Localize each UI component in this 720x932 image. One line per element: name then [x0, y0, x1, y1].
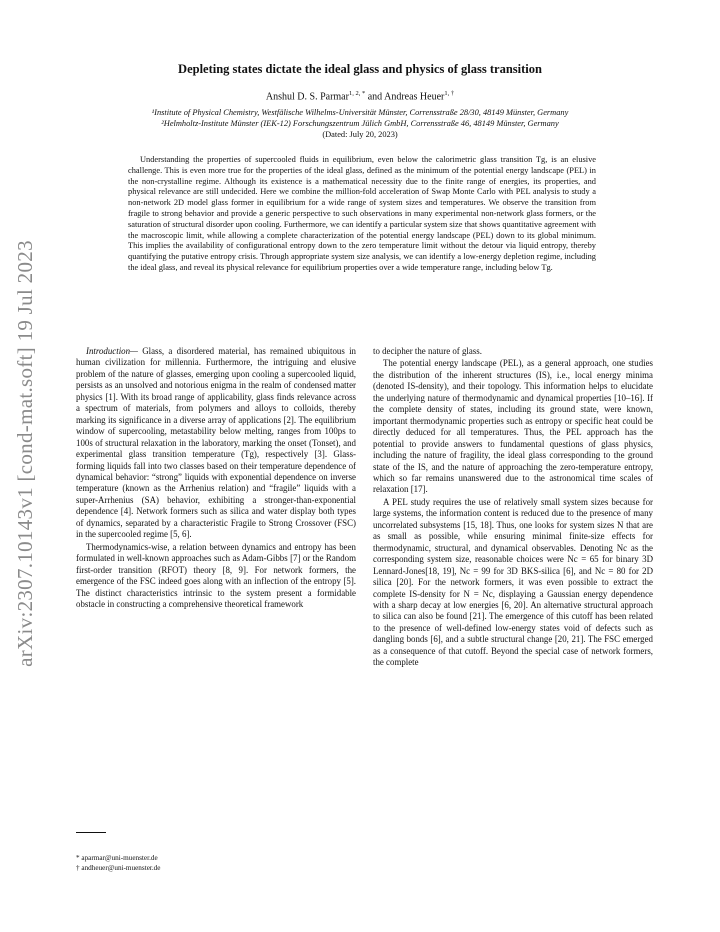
- affiliation-1: ¹Institute of Physical Chemistry, Westfälische Wilhelms-Universität Münster, Corrensstraße 28/30, 48149 Münster, Germany: [151, 108, 569, 117]
- author-1: Anshul D. S. Parmar: [265, 91, 349, 103]
- affiliations: [58, 107, 662, 140]
- intro-paragraph-2: Thermodynamics-wise, a relation between dynamics and entropy has been formulated in well-known approaches such as Adam-Gibbs [7] or the Random first-order transition (RFOT) theory [8, 9]. For network formers, the emergence of the FSC indeed goes along with an inflection of the entropy [5]. The distinct characteristics intrinsic to the system present a formidable obstacle in constructing a comprehensive theoretical framework: [76, 541, 356, 609]
- right-paragraph-2: A PEL study requires the use of relatively small system sizes because for large systems, the information content is reduced due to the presence of many uncorrelated subsystems [15, 18]. Thus, one looks for system sizes N that are as small as possible, while ensuring minimal finite-size effects for thermodynamic, structural, and dynamical observables. Denoting Nc as the corresponding system size, reasonable choices were Nc = 65 for binary 3D Lennard-Jones[18, 19], Nc = 99 for 3D BKS-silica [6], and Nc = 80 for 2D silica [20]. For the network formers, it was even possible to extract the complete IS-density for N = Nc, displaying a Gaussian energy dependence with a sharp decay at low energies [6, 20]. An alternative structural approach to silica can also be found [21]. The emergence of this cutoff has been related to the presence of well-defined low-energy states void of defects such as dangling bonds [6], and a subtle structural change [20, 21]. The FSC emerged as a consequence of that cutoff. Beyond the special case of network formers, the complete: [373, 496, 653, 668]
- author-line: [60, 90, 660, 102]
- author-conjunction: and: [365, 91, 385, 103]
- footnote-1: * aparmar@uni-muenster.de: [76, 854, 158, 862]
- date-line: (Dated: July 20, 2023): [322, 130, 398, 139]
- author-1-affil: 1, 2, *: [348, 90, 366, 97]
- footnotes: [76, 853, 356, 873]
- footnote-2: † andheuer@uni-muenster.de: [76, 864, 161, 872]
- author-2-affil: 1, †: [444, 90, 455, 97]
- right-paragraph-continuation: to decipher the nature of glass.: [373, 346, 482, 356]
- left-column: [76, 346, 356, 610]
- affiliation-2: ²Helmholtz-Institute Münster (IEK-12) Forschungszentrum Jülich GmbH, Corrensstraße 46, 48149 Münster, Germany: [161, 119, 559, 128]
- paper-title: Depleting states dictate the ideal glass and physics of glass transition: [178, 62, 542, 76]
- intro-lead: Introduction—: [86, 346, 138, 356]
- arxiv-stamp-text: arXiv:2307.10143v1 [cond-mat.soft] 19 Jul 2023: [12, 239, 37, 667]
- abstract: Understanding the properties of supercooled fluids in equilibrium, even below the calorimetric glass transition Tg, is an elusive challenge. This is even more true for the properties of the ideal glass, defined as the minimum of the potential energy landscape (PEL) in the non-crystalline regime. Although its existence is a mathematical necessity due to the finite range of energies, its properties, and physical relevance are still undecided. Here we combine the million-fold acceleration of Swap Monte Carlo with PEL analysis to study a non-network 2D model glass former in equilibrium for a wide range of system sizes and temperatures. We observe the transition from fragile to strong behavior and provide a generic perspective to such observations in many experimental non-network glass formers, or the saturation of structural disorder upon cooling. Furthermore, we can identify a particular system size that shows quantitative agreement with the macroscopic limit, while allowing a complete characterization of the potential energy landscape (PEL) down to its global minimum. This implies the availability of configurational entropy down to the zero temperature limit without the detour via liquid entropy, thereby quantifying the putative entropy crisis. Through appropriate system size analysis, we can identify a low-energy depletion regime, including the ideal glass, and reveal its physical relevance for equilibrium properties over a wide temperature range, including below Tg.: [128, 155, 596, 272]
- right-paragraph-1: The potential energy landscape (PEL), as a general approach, one studies the distribution of the inherent structures (IS), i.e., local energy minima (denoted IS-density), and their topology. This information helps to elucidate the underlying nature of thermodynamic and dynamical properties [10–16]. If the complete density of states, including its ground state, were known, important thermodynamic properties such as entropy or specific heat could be directly deduced for all temperatures. Thus, the PEL approach has the potential to provide answers to fundamental questions of glass physics, including the nature of fragility, the ideal glass corresponding to the ground state of the IS, and the nature of approaching the zero-temperature entropy, which so far remains unanswered due to the astronomical time scales of relaxation [17].: [373, 358, 653, 495]
- intro-paragraph-1-text: Glass, a disordered material, has remained ubiquitous in human civilization for millennia. Furthermore, the intriguing and elusive problem of the nature of glasses, emerging upon cooling a supercooled liquid, persists as an unsolved and notorious enigma in the realm of condensed matter physics [1]. With its broad range of applicability, glass finds relevance across a spectrum of materials, from polymers and alloys to colloids, thereby marking its significance in a diverse array of applications [2]. The equilibrium window of supercooling, metastability below melting, ranges from 100ps to 100s of structural relaxation in the laboratory, marking the onset (Tonset), and experimental glass transition temperature (Tg), respectively [3]. Glass-forming liquids fall into two classes based on their temperature dependence of dynamical behavior: “strong” liquids with exponential dependence on inverse temperature (known as the Arrhenius relation) and “fragile” liquids with a super-Arrhenius (SA) behavior, exhibiting a stronger-than-exponential dependence [4]. Network formers such as silica and water display both types of dynamics, separated by a characteristic Fragile to Strong Crossover (FSC) in the supercooled regime [5, 6].: [76, 346, 356, 540]
- right-column: [373, 346, 653, 669]
- arxiv-stamp: [14, 228, 36, 678]
- footnote-rule: [76, 832, 106, 833]
- author-2: Andreas Heuer: [384, 91, 445, 103]
- intro-paragraph-1: [76, 346, 356, 541]
